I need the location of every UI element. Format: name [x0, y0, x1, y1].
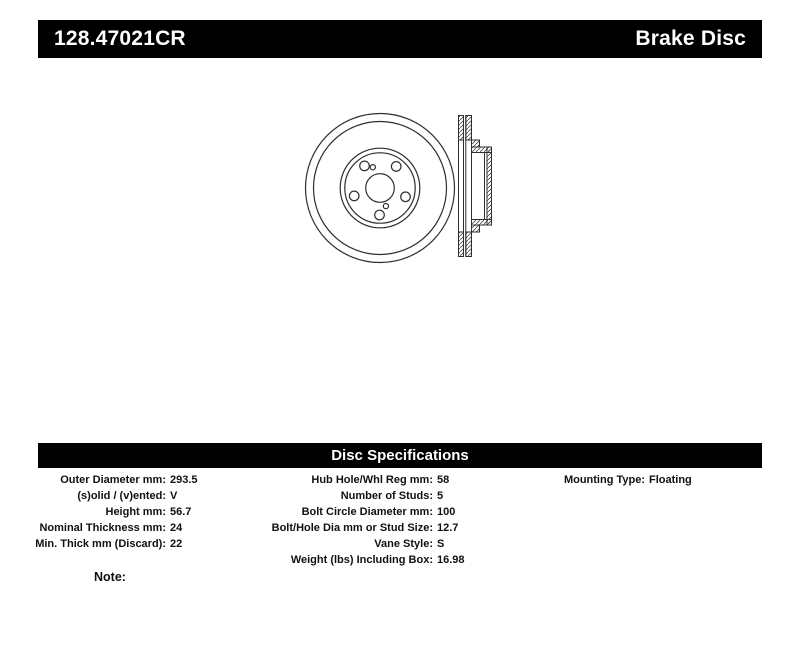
spec-label: Bolt/Hole Dia mm or Stud Size:: [271, 522, 433, 534]
spec-value: S: [437, 538, 445, 550]
spec-column-right: [445, 472, 692, 488]
spec-row: [445, 472, 692, 488]
spec-row: [233, 472, 465, 488]
spec-label: Min. Thick mm (Discard):: [35, 538, 166, 550]
spec-column-left: [0, 472, 198, 552]
note-label: Note:: [94, 570, 126, 584]
spec-value: 56.7: [170, 506, 192, 518]
spec-value: 5: [437, 490, 444, 502]
stud-hole: [375, 210, 385, 220]
part-number: 128.47021CR: [54, 27, 186, 50]
spec-value: 100: [437, 506, 456, 518]
spec-column-middle: [233, 472, 465, 568]
spec-value: Floating: [649, 474, 692, 486]
product-name: Brake Disc: [635, 27, 746, 50]
stud-hole: [360, 161, 370, 171]
spec-value: 12.7: [437, 522, 459, 534]
spec-value: 58: [437, 474, 450, 486]
hat-shoulder-top: [472, 140, 480, 147]
set-screw-hole: [383, 204, 388, 209]
spec-value: 22: [170, 538, 183, 550]
plate-hatch-bottom: [459, 232, 464, 257]
spec-row: [0, 472, 198, 488]
spec-row: [233, 552, 465, 568]
spec-row: [0, 488, 198, 504]
spec-row: [233, 536, 465, 552]
spec-label: Hub Hole/Whl Reg mm:: [311, 474, 433, 486]
spec-row: [233, 488, 465, 504]
plate-hatch-top: [459, 116, 464, 141]
spec-label: Vane Style:: [374, 538, 433, 550]
spec-section-title: Disc Specifications: [331, 447, 469, 464]
spec-value: 16.98: [437, 554, 465, 566]
stud-hole: [349, 191, 359, 201]
plate-hatch-bottom: [466, 232, 472, 257]
set-screw-hole: [370, 165, 375, 170]
spec-value: 24: [170, 522, 183, 534]
spec-row: [0, 504, 198, 520]
spec-label: Height mm:: [105, 506, 166, 518]
stud-hole: [391, 162, 401, 172]
spec-label: Weight (lbs) Including Box:: [290, 554, 433, 566]
spec-row: [0, 536, 198, 552]
disc-outer-edge-circle: [306, 114, 455, 263]
spec-label: Number of Studs:: [340, 490, 433, 502]
stud-hole: [401, 192, 411, 202]
spec-label: Bolt Circle Diameter mm:: [301, 506, 433, 518]
spec-label: Nominal Thickness mm:: [39, 522, 166, 534]
spec-header-bar: [38, 443, 762, 468]
hub-inner-circle: [345, 153, 415, 223]
hat-right-wall: [487, 147, 492, 225]
spec-label: Outer Diameter mm:: [60, 474, 166, 486]
spec-row: [233, 504, 465, 520]
spec-label: (s)olid / (v)ented:: [77, 490, 166, 502]
spec-row: [233, 520, 465, 536]
spec-value: V: [170, 490, 178, 502]
spec-value: 293.5: [170, 474, 198, 486]
hub-outer-circle: [340, 148, 420, 228]
friction-surface-circle: [314, 122, 447, 255]
spec-row: [0, 520, 198, 536]
hat-shoulder-bottom: [472, 225, 480, 232]
side-view: [459, 116, 492, 257]
plate-hatch-top: [466, 116, 472, 141]
front-view: [306, 114, 455, 263]
center-bore-circle: [366, 174, 395, 203]
spec-label: Mounting Type:: [563, 474, 645, 486]
